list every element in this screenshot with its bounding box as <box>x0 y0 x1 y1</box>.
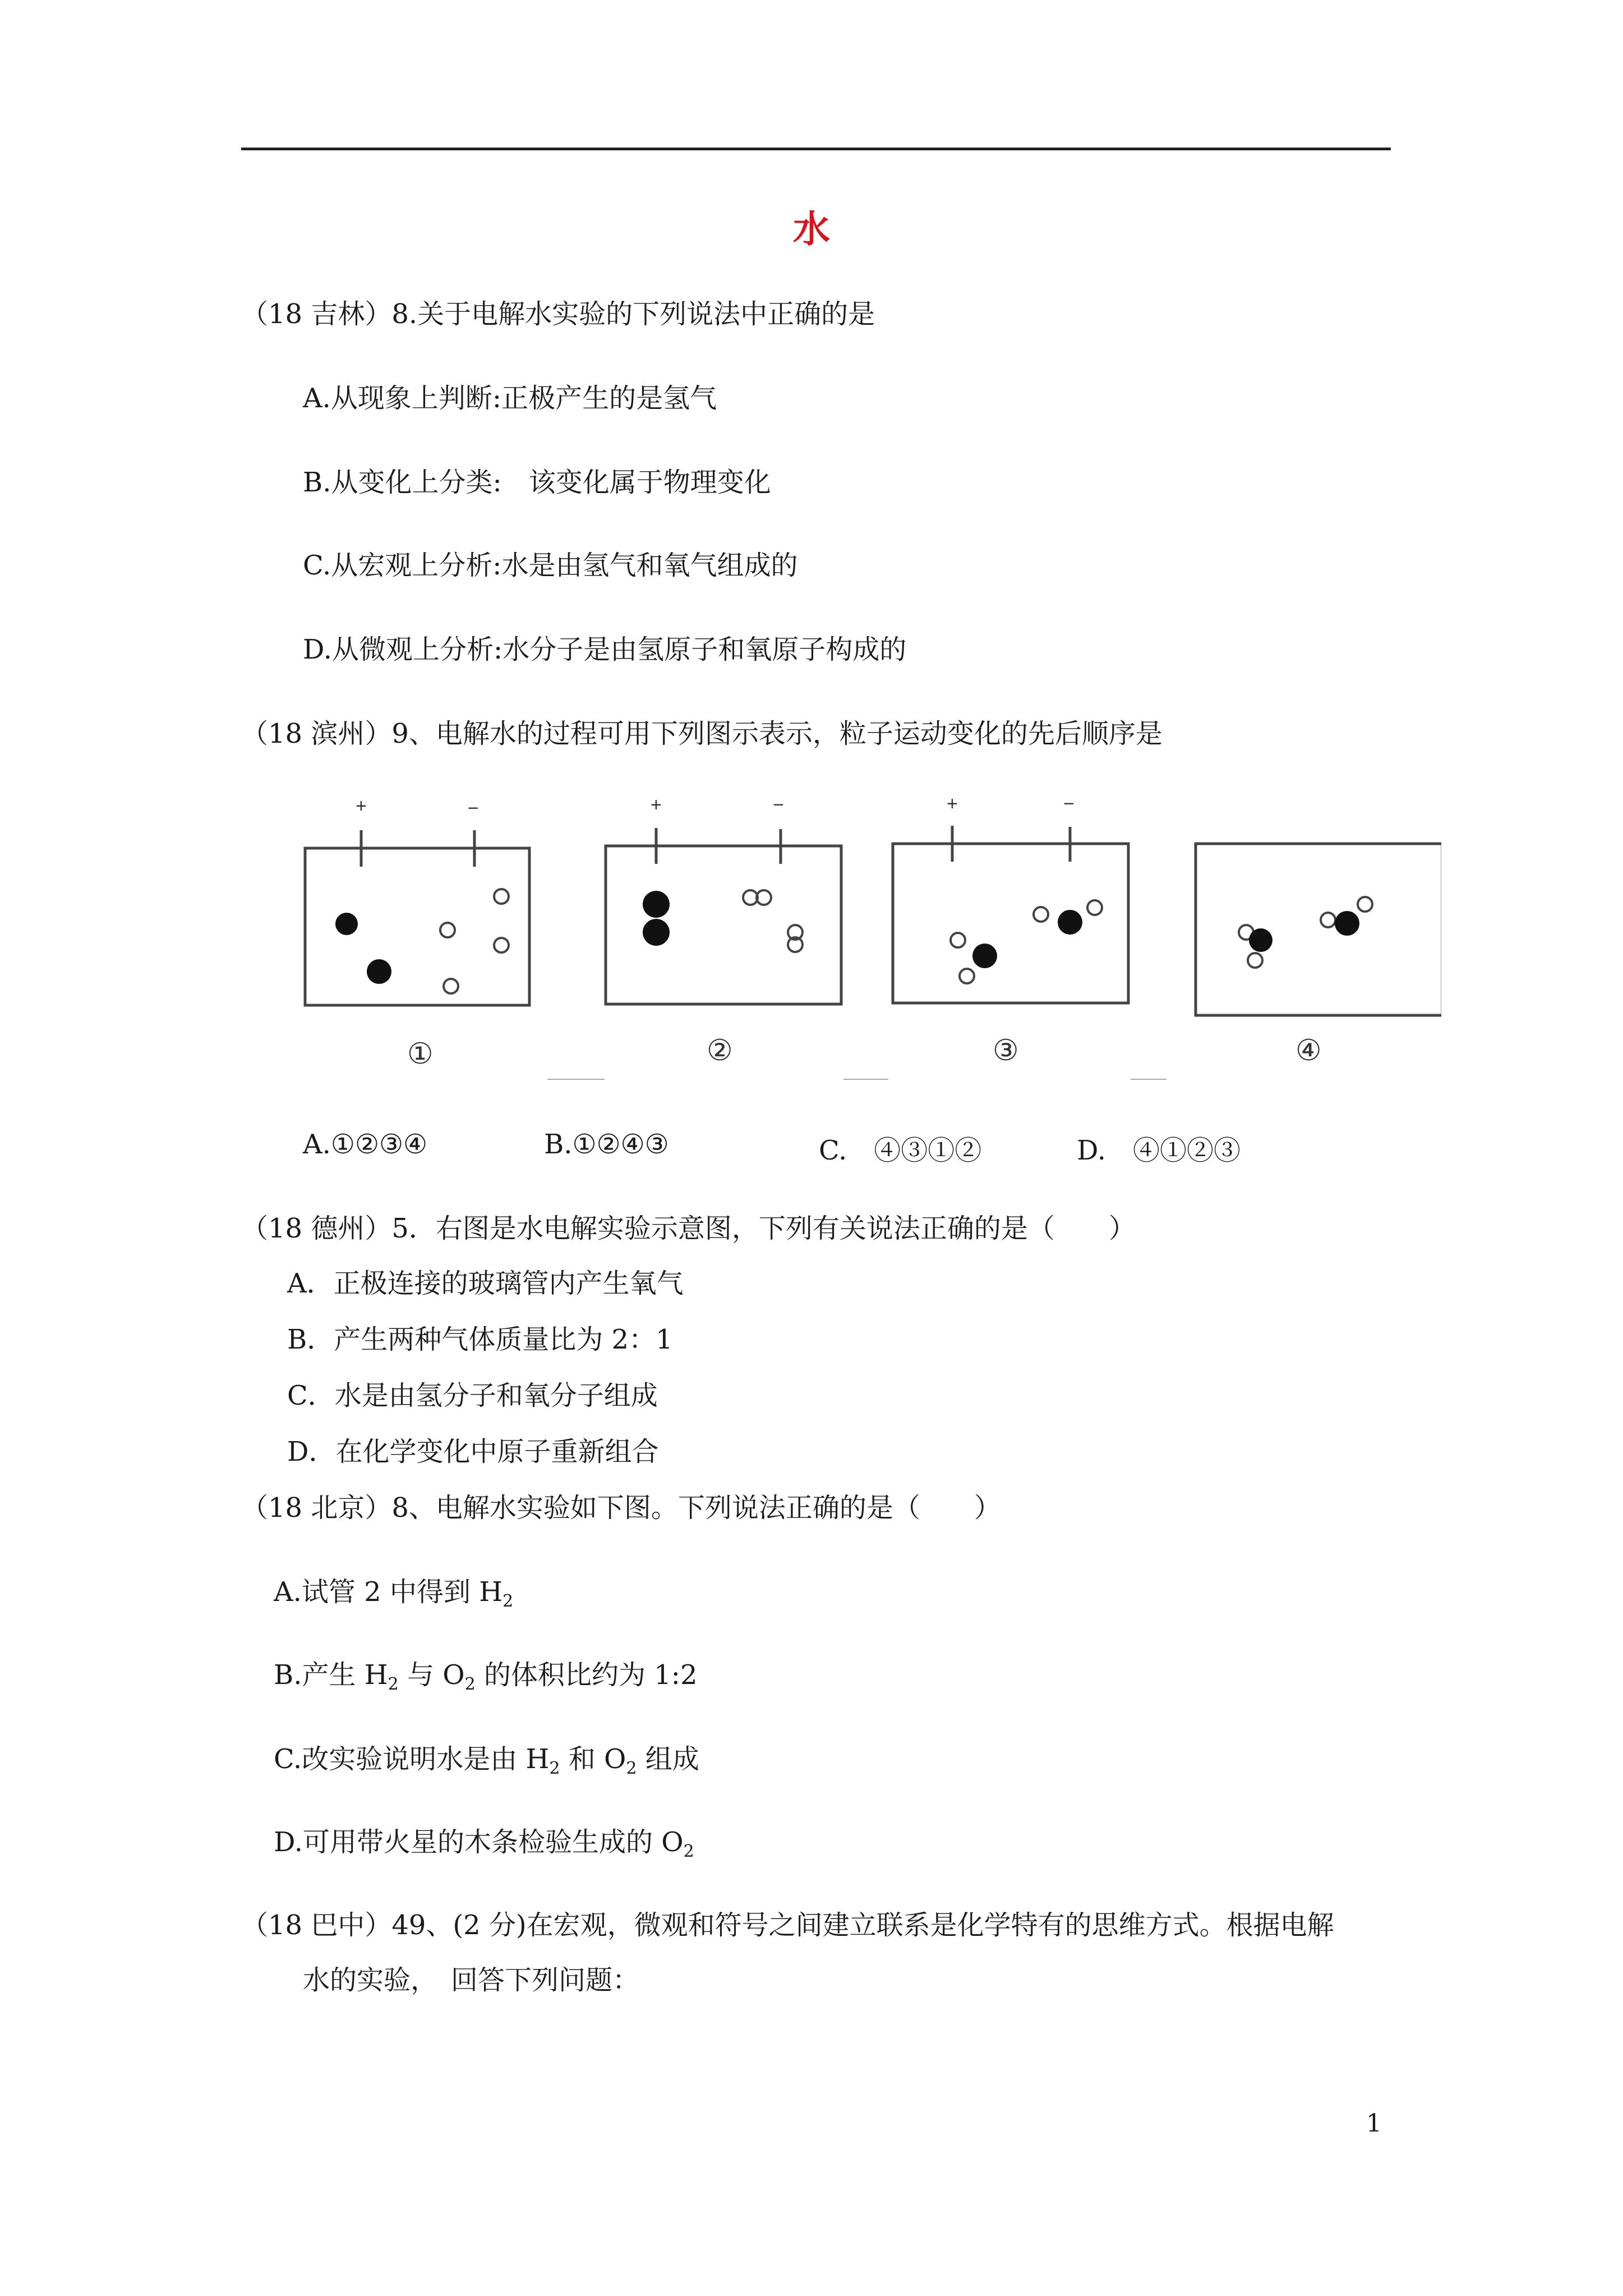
hydrogen-atom <box>1087 900 1102 915</box>
panel-1-plus-sign: + <box>356 795 367 817</box>
oxygen-atom <box>643 919 670 946</box>
oxygen-atom <box>367 959 391 984</box>
q4-option-c: C.改实验说明水是由 $H_2$ 和 $O_2$ 组成 <box>274 1743 699 1778</box>
hydrogen-atom <box>494 938 509 953</box>
panel-2-frame <box>606 846 841 1004</box>
q1-stem: （18 吉林）8.关于电解水实验的下列说法中正确的是 <box>241 298 875 330</box>
q3-stem: （18 德州）5．右图是水电解实验示意图，下列有关说法正确的是（ ） <box>241 1213 1136 1244</box>
oxygen-atom <box>1058 910 1082 935</box>
q5-stem: （18 巴中）49、(2 分)在宏观，微观和符号之间建立联系是化学特有的思维方式。根据电解 <box>241 1910 1334 1941</box>
q2-option-b: B.①②④③ <box>544 1129 669 1160</box>
q2-stem: （18 滨州）9、电解水的过程可用下列图示表示，粒子运动变化的先后顺序是 <box>241 718 1163 749</box>
panel-4-label: ④ <box>1295 1034 1322 1068</box>
oxygen-atom <box>972 944 997 968</box>
q3-option-d: D．在化学变化中原子重新组合 <box>287 1436 659 1467</box>
q4-option-d: D.可用带火星的木条检验生成的 $O_2$ <box>274 1826 694 1861</box>
hydrogen-atom <box>1358 897 1372 912</box>
panel-3-plus-sign: + <box>947 793 958 815</box>
q1-option-d: D.从微观上分析:水分子是由氢原子和氧原子构成的 <box>303 634 907 665</box>
hydrogen-atom <box>1248 953 1262 968</box>
panel-3-frame <box>893 844 1128 1003</box>
q1-option-c: C.从宏观上分析:水是由氢气和氧气组成的 <box>303 550 798 581</box>
q4-stem: （18 北京）8、电解水实验如下图。下列说法正确的是（ ） <box>241 1492 1001 1524</box>
hydrogen-atom <box>444 979 458 993</box>
q2-option-c: C. ④③①② <box>819 1135 982 1166</box>
hydrogen-atom <box>440 923 455 937</box>
oxygen-atom <box>335 913 358 935</box>
q1-option-a: A.从现象上判断:正极产生的是氢气 <box>303 383 717 414</box>
q4-option-a: A.试管 2 中得到 $H_2$ <box>274 1576 514 1611</box>
q4-option-b: B.产生 $H_2$ 与 $O_2$ 的体积比约为 1:2 <box>274 1659 698 1694</box>
panel-4-frame <box>1196 844 1441 1015</box>
q3-option-c: C．水是由氢分子和氧分子组成 <box>287 1380 658 1411</box>
page-number: 1 <box>1366 2109 1382 2138</box>
panel-3-minus-sign: − <box>1063 793 1075 815</box>
q3-option-b: B．产生两种气体质量比为 2：1 <box>287 1324 673 1355</box>
electrolysis-particle-diagram <box>297 785 1441 1083</box>
hydrogen-atom <box>951 933 965 947</box>
hydrogen-atom <box>1034 907 1048 922</box>
q5-stem-continued: 水的实验， 回答下列问题： <box>303 1964 640 1996</box>
oxygen-atom <box>643 891 670 918</box>
hydrogen-atom <box>494 889 509 904</box>
q2-option-d: D. ④①②③ <box>1077 1135 1241 1166</box>
panel-2-minus-sign: − <box>773 794 784 816</box>
panel-3-label: ③ <box>993 1034 1019 1068</box>
panel-2-plus-sign: + <box>651 794 662 816</box>
q1-option-b: B.从变化上分类: 该变化属于物理变化 <box>303 467 771 498</box>
hydrogen-atom <box>960 969 974 983</box>
oxygen-atom <box>1335 911 1359 936</box>
oxygen-atom <box>1249 928 1272 952</box>
q2-option-a: A.①②③④ <box>303 1129 428 1160</box>
panel-1-label: ① <box>407 1037 434 1071</box>
panel-1-minus-sign: − <box>468 798 479 819</box>
page-title: 水 <box>793 207 830 251</box>
hydrogen-atom <box>1321 913 1335 927</box>
panel-2-label: ② <box>707 1034 733 1068</box>
header-rule <box>241 148 1391 150</box>
q3-option-a: A．正极连接的玻璃管内产生氧气 <box>287 1268 684 1299</box>
